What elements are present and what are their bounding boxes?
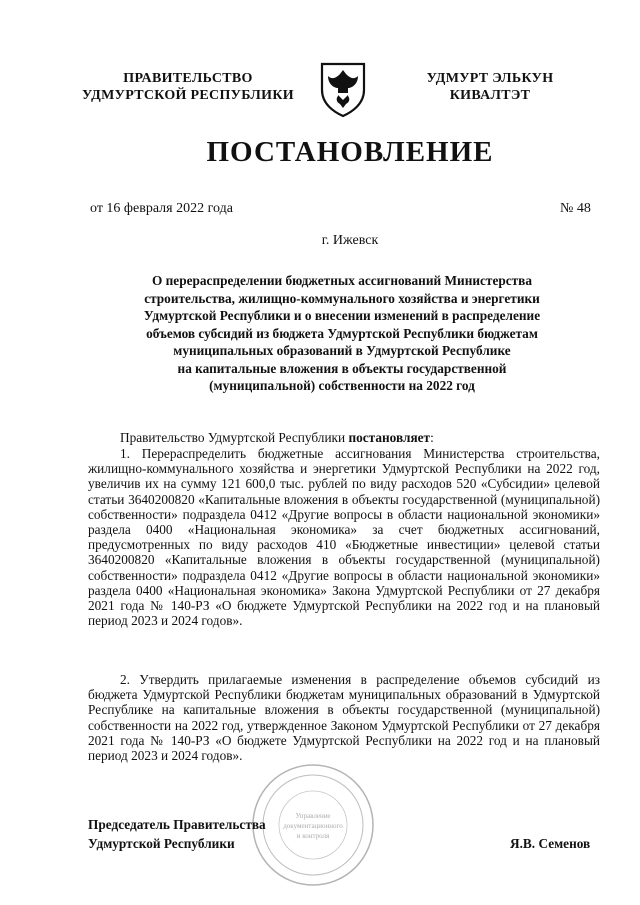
intro-paragraph xyxy=(120,430,434,445)
intro-text: Правительство Удмуртской Республики xyxy=(120,430,349,445)
issuer-russian-line2: УДМУРТСКОЙ РЕСПУБЛИКИ xyxy=(82,88,294,103)
signatory-position-line1: Председатель Правительства xyxy=(88,817,266,832)
document-title: ПОСТАНОВЛЕНИЕ xyxy=(206,136,494,168)
issuer-udmurt xyxy=(402,70,578,104)
subject-line: муниципальных образований в Удмуртской Республике xyxy=(173,343,511,358)
stamp-line-1: Управление xyxy=(295,812,331,820)
document-date: от 16 февраля 2022 года xyxy=(90,201,233,216)
issuer-russian xyxy=(70,70,306,104)
subject-line: строительства, жилищно-коммунального хозяйства и энергетики xyxy=(144,290,540,306)
document-subject xyxy=(110,272,574,395)
intro-colon: : xyxy=(430,430,434,445)
subject-line: (муниципальной) собственности на 2022 год xyxy=(209,378,475,393)
issuer-udmurt-line2: КИВАЛТЭТ xyxy=(449,88,531,103)
intro-verb: постановляет xyxy=(348,430,431,445)
document-number: № 48 xyxy=(560,201,591,216)
subject-line: на капитальные вложения в объекты государственной xyxy=(177,360,507,376)
paragraph-2: 2. Утвердить прилагаемые изменения в распределение объемов субсидий из бюджета Удмуртской Республики бюджетам муниципальных образований в Удмуртской Республике на капитальные вложения в объекты государственной (муниципальной) собственности на 2022 год, утвержденное Законом Удмуртской Республики от 27 декабря 2021 года № 140-РЗ «О бюджете Удмуртской Республики на 2022 год и на плановый период 2023 и 2024 годов». xyxy=(88,672,600,764)
subject-line: объемов субсидий из бюджета Удмуртской Республики бюджетам xyxy=(146,325,538,341)
document-city: г. Ижевск xyxy=(321,233,379,248)
issuer-russian-line1: ПРАВИТЕЛЬСТВО xyxy=(123,71,253,86)
signatory-position xyxy=(88,815,266,853)
stamp-line-3: и контроля xyxy=(296,832,330,840)
stamp-line-2: документационного xyxy=(283,822,343,830)
issuer-udmurt-line1: УДМУРТ ЭЛЬКУН xyxy=(426,71,554,86)
udmurt-coat-of-arms-icon xyxy=(318,60,368,118)
subject-line: О перераспределении бюджетных ассигнований Министерства xyxy=(151,273,533,288)
signatory-position-line2: Удмуртской Республики xyxy=(88,836,235,851)
paragraph-1: 1. Перераспределить бюджетные ассигнования Министерства строительства, жилищно-коммунального хозяйства и энергетики Удмуртской Республики на 2022 год, увеличив их на сумму 121 600,0 тыс. рублей по виду расходов 520 «Субсидии» целевой статьи 3640200820 «Капитальные вложения в объекты государственной (муниципальной) собственности» подраздела 0412 «Другие вопросы в области национальной экономики» раздела 0400 «Национальная экономика» за счет бюджетных ассигнований, предусмотренных по виду расходов 410 «Бюджетные инвестиции» целевой статьи 3640200820 «Капитальные вложения в объекты государственной (муниципальной) собственности» подраздела 0412 «Другие вопросы в области национальной экономики» раздела 0400 «Национальная экономика» Закона Удмуртской Республики от 27 декабря 2021 года № 140-РЗ «О бюджете Удмуртской Республики на 2022 год и на плановый период 2023 и 2024 годов». xyxy=(88,446,600,629)
official-stamp-icon xyxy=(248,760,378,890)
signatory-name: Я.В. Семенов xyxy=(510,836,591,851)
subject-line: Удмуртской Республики и о внесении изменений в распределение xyxy=(143,308,541,323)
